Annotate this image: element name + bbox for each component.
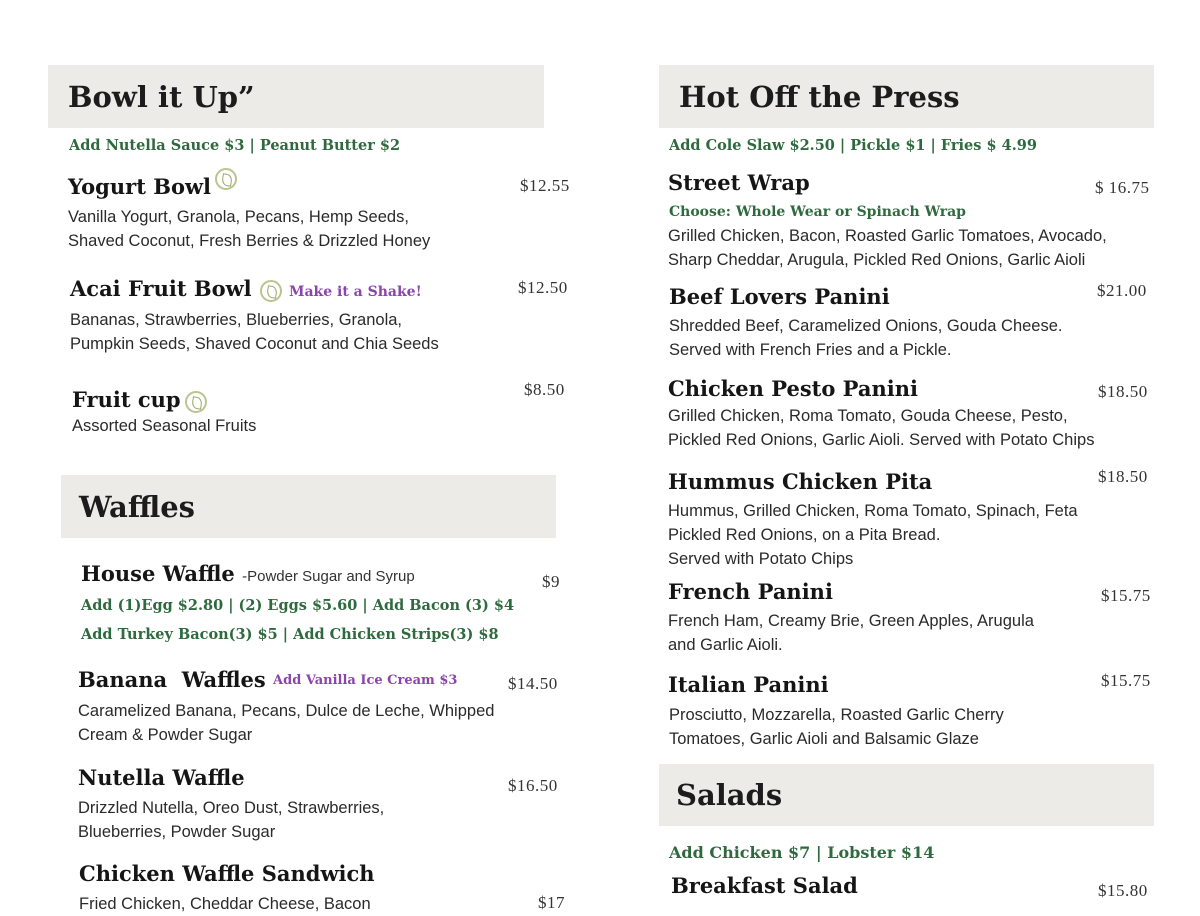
item-desc: Shaved Coconut, Fresh Berries & Drizzled Honey (68, 232, 431, 250)
item-name: House Waffle (81, 561, 235, 586)
item-desc: Caramelized Banana, Pecans, Dulce de Leche, Whipped (78, 702, 495, 720)
item-price: $18.50 (1098, 467, 1148, 486)
section-header-press (659, 65, 1154, 128)
item-price: $ 16.75 (1095, 178, 1150, 197)
section-title: Hot Off the Press (679, 79, 960, 114)
item-desc: Drizzled Nutella, Oreo Dust, Strawberries, (78, 799, 385, 817)
item-desc: Bananas, Strawberries, Blueberries, Granola, (70, 311, 402, 329)
addon-text: Add Cole Slaw $2.50 | Pickle $1 | Fries $ 4.99 (669, 137, 1037, 154)
item-desc: Shredded Beef, Caramelized Onions, Gouda Cheese. (669, 317, 1063, 335)
item-price: $15.75 (1101, 671, 1151, 690)
section-header-salads (659, 764, 1154, 826)
section-title: Salads (676, 778, 783, 812)
item-desc: Pickled Red Onions, on a Pita Bread. (668, 526, 941, 544)
item-price: $8.50 (524, 380, 565, 399)
item-price: $14.50 (508, 674, 558, 693)
item-name: Street Wrap (668, 170, 810, 195)
item-desc: Served with French Fries and a Pickle. (669, 341, 952, 359)
item-name: Chicken Waffle Sandwich (79, 861, 375, 886)
addon-text: Add Turkey Bacon(3) $5 | Add Chicken Strips(3) $8 (81, 626, 499, 643)
item-price: $16.50 (508, 776, 558, 795)
item-desc: Grilled Chicken, Roma Tomato, Gouda Cheese, Pesto, (668, 407, 1068, 425)
item-name: Beef Lovers Panini (669, 284, 890, 309)
item-desc: Grilled Chicken, Bacon, Roasted Garlic Tomatoes, Avocado, (668, 227, 1107, 245)
item-desc: Pumpkin Seeds, Shaved Coconut and Chia Seeds (70, 335, 439, 353)
item-name: Italian Panini (668, 672, 829, 697)
item-desc: Blueberries, Powder Sugar (78, 823, 276, 841)
addon-text: Add (1)Egg $2.80 | (2) Eggs $5.60 | Add Bacon (3) $4 (81, 597, 515, 614)
item-desc: Sharp Cheddar, Arugula, Pickled Red Onions, Garlic Aioli (668, 251, 1086, 269)
item-price: $9 (542, 572, 560, 591)
section-title: Waffles (79, 489, 195, 524)
item-desc: Pickled Red Onions, Garlic Aioli. Served with Potato Chips (668, 431, 1095, 449)
item-desc: Vanilla Yogurt, Granola, Pecans, Hemp Seeds, (68, 208, 409, 226)
item-desc: Cream & Powder Sugar (78, 726, 253, 744)
item-note: Make it a Shake! (288, 284, 422, 300)
leaf-icon (185, 391, 207, 413)
item-desc: French Ham, Creamy Brie, Green Apples, Arugula (668, 612, 1034, 630)
section-title: Bowl it Up” (68, 79, 255, 114)
item-price: $17 (538, 893, 565, 912)
section-header-bowls (48, 65, 544, 128)
section-header-waffles (61, 475, 556, 538)
item-name: Fruit cup (72, 387, 181, 412)
item-name: French Panini (668, 579, 833, 604)
item-price: $15.80 (1098, 881, 1148, 900)
leaf-icon (215, 168, 237, 190)
item-name: Breakfast Salad (671, 873, 858, 898)
item-desc: and Garlic Aioli. (668, 636, 783, 654)
addon-text: Add Chicken $7 | Lobster $14 (669, 843, 935, 862)
item-name: Hummus Chicken Pita (668, 469, 933, 494)
item-desc: Assorted Seasonal Fruits (72, 417, 257, 435)
item-choice: Choose: Whole Wear or Spinach Wrap (669, 204, 966, 220)
item-desc: Prosciutto, Mozzarella, Roasted Garlic Cherry (669, 706, 1004, 724)
item-price: $18.50 (1098, 382, 1148, 401)
leaf-icon (260, 280, 282, 302)
item-price: $12.55 (520, 176, 570, 195)
item-price: $21.00 (1097, 281, 1147, 300)
item-name: Nutella Waffle (78, 765, 245, 790)
item-name: Banana Waffles (78, 667, 266, 692)
item-desc: Served with Potato Chips (668, 550, 854, 568)
item-name: Acai Fruit Bowl (70, 276, 252, 301)
item-note: Add Vanilla Ice Cream $3 (273, 673, 458, 688)
item-name: Chicken Pesto Panini (668, 376, 918, 401)
addon-text: Add Nutella Sauce $3 | Peanut Butter $2 (69, 137, 401, 154)
item-price: $12.50 (518, 278, 568, 297)
item-price: $15.75 (1101, 586, 1151, 605)
item-desc: Fried Chicken, Cheddar Cheese, Bacon (79, 895, 371, 913)
item-note: -Powder Sugar and Syrup (242, 568, 415, 585)
item-desc: Hummus, Grilled Chicken, Roma Tomato, Spinach, Feta (668, 502, 1078, 520)
item-name: Yogurt Bowl (68, 174, 212, 199)
item-desc: Tomatoes, Garlic Aioli and Balsamic Glaze (669, 730, 979, 748)
